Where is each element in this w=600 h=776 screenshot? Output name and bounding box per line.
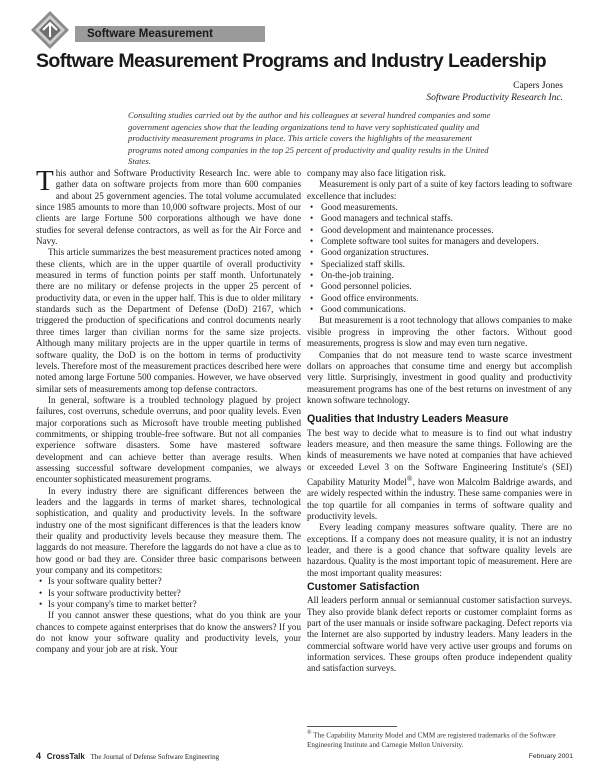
list-item: • Good communications. — [307, 304, 572, 315]
paragraph: In general, software is a troubled technology plagued by project failures, cost overruns, schedule overruns, and poor quality levels. Even major corporations such as Microsoft have trouble meeting published commitments, or shipping trouble-free software. But not all companies experience software disasters. Some have mastered software development and can achieve better than average results. When assessing successful software development companies, we always encounter sophisticated measurement programs. — [36, 394, 301, 485]
paragraph: In every industry there are significant differences between the leaders and the laggards in terms of market shares, technological sophistication, and quality and productivity levels. In the software industry one of the most significant differences is that the leaders know their quality and productivity levels because they measure them. The laggards do not measure. Therefore the laggards do not have a clue as to how good or bad they are. Consider three basic comparisons between your company and its competitors: — [36, 485, 301, 576]
magazine-name: CrossTalk — [46, 752, 85, 761]
list-item: • Complete software tool suites for managers and developers. — [307, 236, 572, 247]
paragraph: Measurement is only part of a suite of key factors leading to software excellence that includes: — [307, 179, 572, 201]
paragraph-text: , have won Malcolm Baldrige awards, and are widely respected within the industry. These same companies were in the top quartile for all companies in terms of software quality and productivity levels. — [307, 476, 572, 521]
excellence-factors-list — [307, 202, 572, 315]
list-item: • Good measurements. — [307, 202, 572, 213]
footnote-rule — [307, 726, 397, 727]
list-item: • Is your software productivity better? — [36, 588, 301, 599]
right-column — [307, 168, 572, 675]
list-item: • Specialized staff skills. — [307, 259, 572, 270]
issue-date: February 2001 — [528, 753, 573, 760]
footnote-text: The Capability Maturity Model and CMM are registered trademarks of the Software Engineering Institute and Carnegie Mellon University. — [307, 731, 556, 749]
paragraph: This article summarizes the best measurement practices noted among these clients, which are in the upper quartile of overall productivity measured in terms of function points per staff month. Unfortunately there are no military or defense projects in the upper 25 percent of productivity data, or even in the upper half. This is due to older military standards such as the Department of Defense (DoD) 2167, which triggered the production of specifications and control documents nearly three times larger than civilian norms for the same size projects. Although many military projects are in the upper quartile in terms of software quality, the DoD is on the bottom in terms of productivity levels. Therefore most of the measurement practices described here were noted among large Fortune 500 companies. However, we have observed similar sets of measurements among top defense contractors. — [36, 247, 301, 394]
paragraph — [307, 428, 572, 523]
page-number: 4 — [36, 751, 42, 761]
paragraph-text: The best way to decide what to measure is to find out what industry leaders measure, and then measure the same things. Following are the kinds of measurements we have noted at companies that have achieved or exceeded Level 3 on the Software Engineering Institute's (SEI) Capability Maturity Model — [307, 427, 572, 487]
paragraph: All leaders perform annual or semiannual customer satisfaction surveys. They also provide blank defect reports or customer complaint forms as part of the user manuals or inside software packaging. Defect reports via the Internet are also supported by industry leaders. Many leaders in the commercial software world have very active user groups and forums on information services. These groups often produce independent quality and satisfaction surveys. — [307, 595, 572, 674]
page-footer — [36, 751, 573, 761]
list-item: • Good managers and technical staffs. — [307, 213, 572, 224]
article-title: Software Measurement Programs and Industry Leadership — [36, 50, 547, 72]
author-affiliation: Software Productivity Research Inc. — [426, 93, 563, 103]
section-heading: Customer Satisfaction — [307, 581, 420, 594]
registered-mark: ® — [406, 473, 413, 483]
left-column — [36, 165, 301, 656]
list-item: • Good development and maintenance processes. — [307, 225, 572, 236]
list-item: • Is your software quality better? — [36, 576, 301, 587]
paragraph-text: his author and Software Productivity Research Inc. were able to gather data on software projects from more than 600 companies and about 25 government agencies. The total volume accumulated since 1985 amounts to more than 10,000 software projects. Most of our clients are large Fortune 500 corporations although we have done studies for several defense contractors, as well as for the Air Force and Navy. — [36, 168, 301, 247]
paragraph: But measurement is a root technology that allows companies to make visible progress in improving the other factors. Without good measurements, progress is slow and may even turn negative. — [307, 315, 572, 349]
crosstalk-logo-icon — [30, 10, 70, 50]
list-item: • Good organization structures. — [307, 247, 572, 258]
paragraph — [36, 165, 301, 247]
comparison-list — [36, 576, 301, 610]
section-label: Software Measurement — [75, 26, 265, 42]
author-name: Capers Jones — [513, 81, 563, 91]
list-item: • Is your company's time to market better? — [36, 599, 301, 610]
footnote — [307, 726, 572, 750]
paragraph: Companies that do not measure tend to waste scarce investment dollars on approaches that consume time and energy but accomplish very little. Surprisingly, investment in good quality and productivity measurement programs has one of the best returns on investment of any known software technology. — [307, 349, 572, 405]
footnote-mark: ® — [307, 730, 312, 736]
list-item: • Good personnel policies. — [307, 281, 572, 292]
drop-cap: T — [36, 165, 54, 197]
list-item: • Good office environments. — [307, 293, 572, 304]
paragraph: company may also face litigation risk. — [307, 168, 446, 178]
section-heading: Qualities that Industry Leaders Measure — [307, 413, 509, 426]
paragraph: If you cannot answer these questions, what do you think are your chances to compete against enterprises that do know the answers? If you do not know your software quality and productivity levels, your company and your job are at risk. Your — [36, 610, 301, 655]
paragraph: Every leading company measures software quality. There are no exceptions. If a company does not measure quality, it is not an industry leader, and there is a good chance that software quality levels are hazardous. Quality is the most important topic of measurement. Here are the most important quality measures: — [307, 522, 572, 578]
list-item: • On-the-job training. — [307, 270, 572, 281]
author-block — [426, 80, 563, 104]
magazine-subtitle: The Journal of Defense Software Engineering — [90, 753, 220, 761]
abstract: Consulting studies carried out by the author and his colleagues at several hundred companies and some government agencies show that the leading organizations tend to have very sophisticated quality and productivity measurement programs in place. This article covers the highlights of the measurement programs noted among companies in the top 25 percent of productivity and quality results in the United States. — [128, 110, 491, 167]
